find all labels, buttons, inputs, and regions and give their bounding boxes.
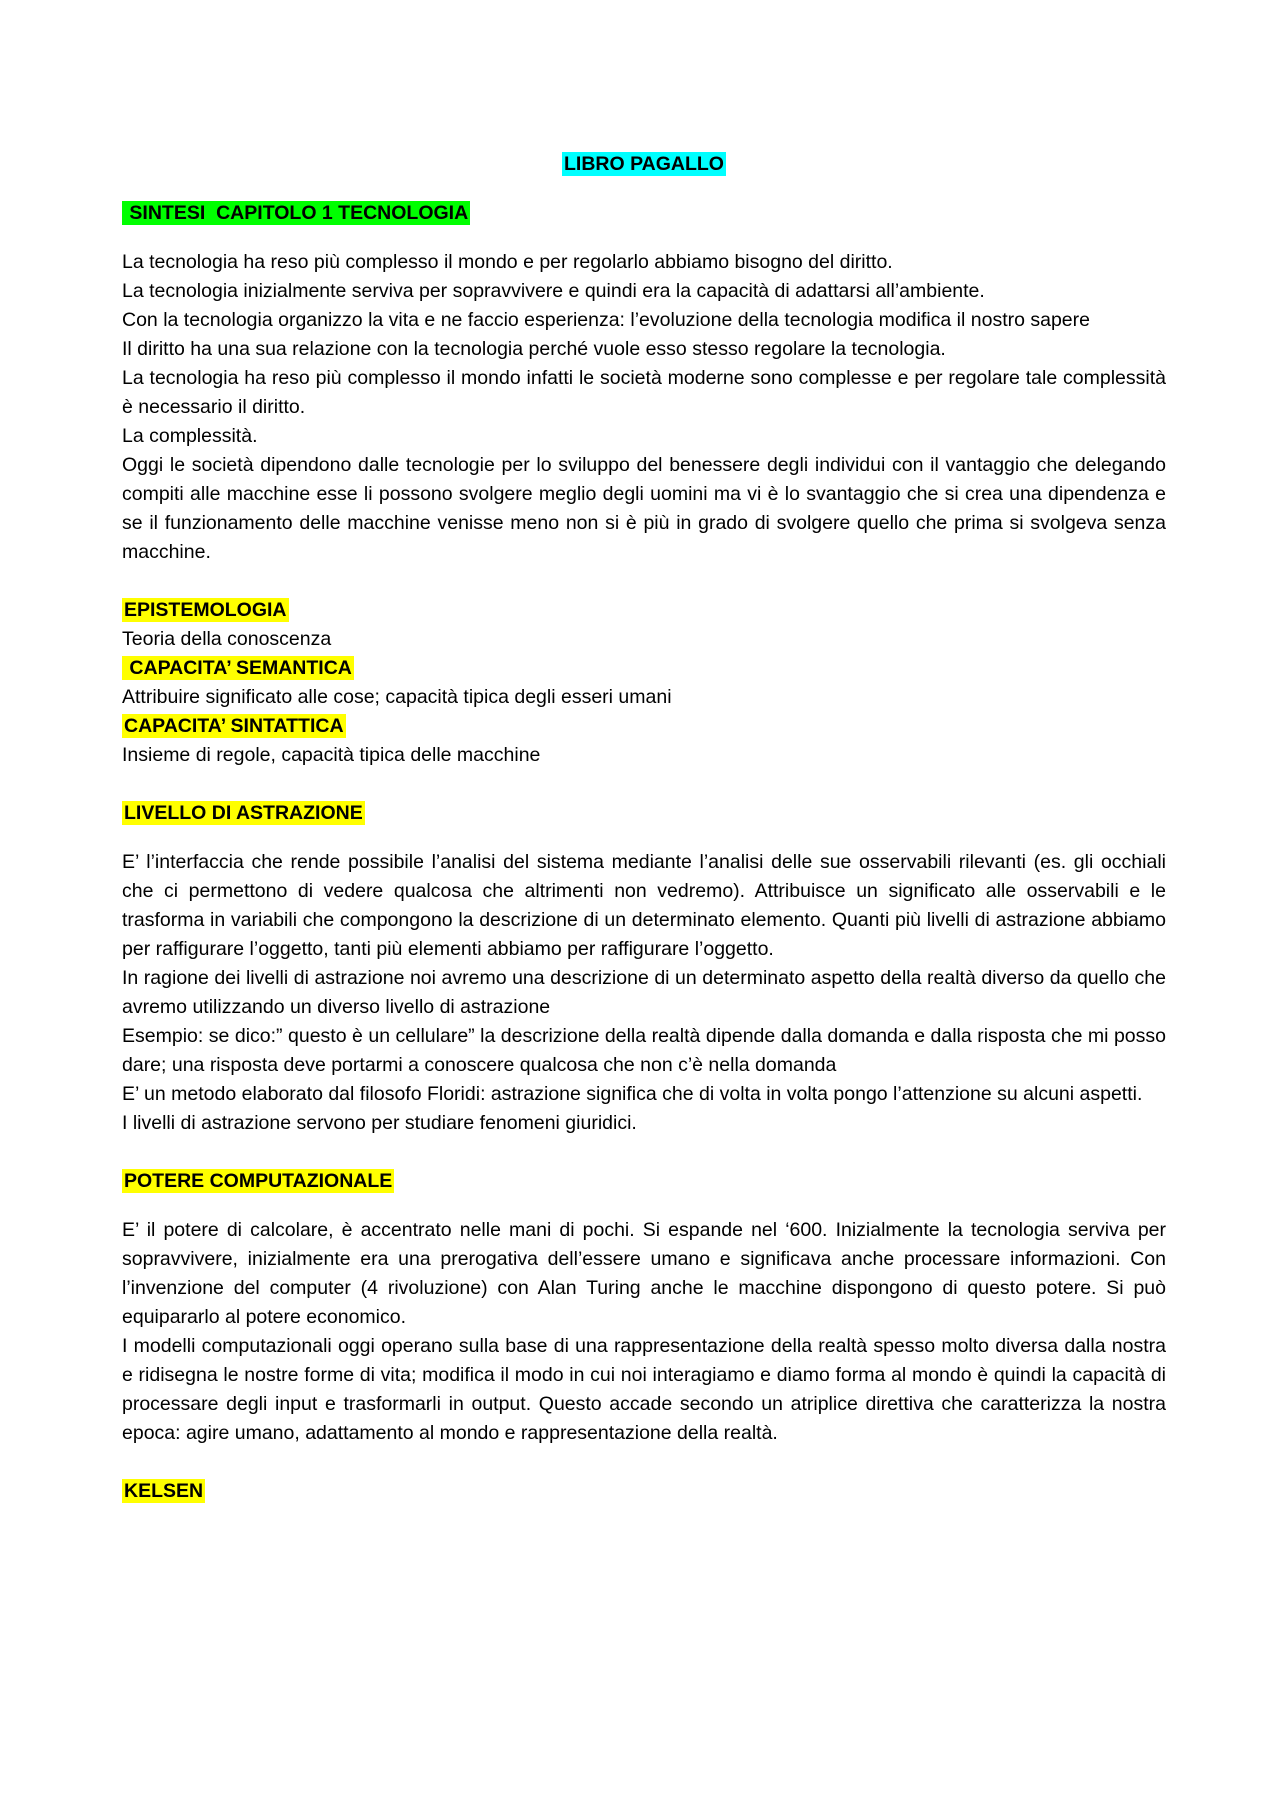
- livello-paragraph-5: I livelli di astrazione servono per studiare fenomeni giuridici.: [122, 1112, 637, 1134]
- livello-heading-row: [122, 799, 1166, 828]
- sintattica-text: Insieme di regole, capacità tipica delle macchine: [122, 744, 541, 766]
- kelsen-section: [122, 1477, 1166, 1506]
- potere-paragraph-1: E’ il potere di calcolare, è accentrato nelle mani di pochi. Si espande nel ‘600. Inizialmente la tecnologia serviva per sopravvivere, inizialmente era una prerogativa dell’essere umano e significava anche processare informazioni. Con l’invenzione del computer (4 rivoluzione) con Alan Turing anche le macchine dispongono di questo potere. Si può equipararlo al potere economico.: [122, 1219, 1166, 1328]
- chapter-heading-row: [122, 199, 1166, 228]
- epistemologia-heading: EPISTEMOLOGIA: [124, 599, 287, 621]
- livello-paragraph-2: In ragione dei livelli di astrazione noi avremo una descrizione di un determinato aspetto della realtà diverso da quello che avremo utilizzando un diverso livello di astrazione: [122, 967, 1166, 1018]
- livello-paragraph-4: E’ un metodo elaborato dal filosofo Floridi: astrazione significa che di volta in volta pongo l’attenzione su alcuni aspetti.: [122, 1083, 1143, 1105]
- intro-paragraph-4: Il diritto ha una sua relazione con la tecnologia perché vuole esso stesso regolare la tecnologia.: [122, 338, 946, 360]
- intro-paragraph-3: Con la tecnologia organizzo la vita e ne faccio esperienza: l’evoluzione della tecnologia modifica il nostro sapere: [122, 309, 1090, 331]
- intro-paragraph-5: La tecnologia ha reso più complesso il mondo infatti le società moderne sono complesse e per regolare tale complessità è necessario il diritto.: [122, 367, 1166, 418]
- intro-section: [122, 248, 1166, 567]
- epistemologia-heading-row: [122, 596, 1166, 625]
- intro-paragraph-2: La tecnologia inizialmente serviva per sopravvivere e quindi era la capacità di adattarsi all’ambiente.: [122, 280, 985, 302]
- semantica-heading: CAPACITA’ SEMANTICA: [124, 657, 352, 679]
- livello-section: [122, 799, 1166, 1138]
- potere-heading-row: [122, 1167, 1166, 1196]
- intro-paragraph-6: La complessità.: [122, 425, 258, 447]
- potere-section: [122, 1167, 1166, 1448]
- intro-paragraph-7: Oggi le società dipendono dalle tecnologie per lo sviluppo del benessere degli individui con il vantaggio che delegando compiti alle macchine esse li possono svolgere meglio degli uomini ma vi è lo svantaggio che si crea una dipendenza e se il funzionamento delle macchine venisse meno non si è più in grado di svolgere quello che prima si svolgeva senza macchine.: [122, 454, 1166, 563]
- intro-paragraph-1: La tecnologia ha reso più complesso il mondo e per regolarlo abbiamo bisogno del diritto.: [122, 251, 893, 273]
- livello-heading: LIVELLO DI ASTRAZIONE: [124, 802, 363, 824]
- document-body: [122, 150, 1166, 1506]
- sintattica-heading: CAPACITA’ SINTATTICA: [124, 715, 344, 737]
- epistemologia-section: [122, 596, 1166, 770]
- livello-paragraph-1: E’ l’interfaccia che rende possibile l’analisi del sistema mediante l’analisi delle sue osservabili rilevanti (es. gli occhiali che ci permettono di vedere qualcosa che altrimenti non vedremo). Attribuisce un significato alle osservabili e le trasforma in variabili che compongono la descrizione di un determinato elemento. Quanti più livelli di astrazione abbiamo per raffigurare l’oggetto, tanti più elementi abbiamo per raffigurare l’oggetto.: [122, 851, 1166, 960]
- title-row: [122, 150, 1166, 179]
- semantica-text: Attribuire significato alle cose; capacità tipica degli esseri umani: [122, 686, 672, 708]
- kelsen-heading-row: [122, 1477, 1166, 1506]
- livello-paragraph-3: Esempio: se dico:” questo è un cellulare” la descrizione della realtà dipende dalla domanda e dalla risposta che mi posso dare; una risposta deve portarmi a conoscere qualcosa che non c’è nella domanda: [122, 1025, 1166, 1076]
- potere-paragraph-2: I modelli computazionali oggi operano sulla base di una rappresentazione della realtà spesso molto diversa dalla nostra e ridisegna le nostre forme di vita; modifica il modo in cui noi interagiamo e diamo forma al mondo è quindi la capacità di processare degli input e trasformarli in output. Questo accade secondo un atriplice direttiva che caratterizza la nostra epoca: agire umano, adattamento al mondo e rappresentazione della realtà.: [122, 1335, 1166, 1444]
- sintattica-heading-row: [122, 712, 1166, 741]
- potere-heading: POTERE COMPUTAZIONALE: [124, 1170, 393, 1192]
- epistemologia-definition: Teoria della conoscenza: [122, 628, 332, 650]
- semantica-heading-row: [122, 654, 1166, 683]
- document-title: LIBRO PAGALLO: [564, 153, 724, 175]
- kelsen-heading: KELSEN: [124, 1480, 204, 1502]
- chapter-heading: SINTESI CAPITOLO 1 TECNOLOGIA: [124, 202, 469, 224]
